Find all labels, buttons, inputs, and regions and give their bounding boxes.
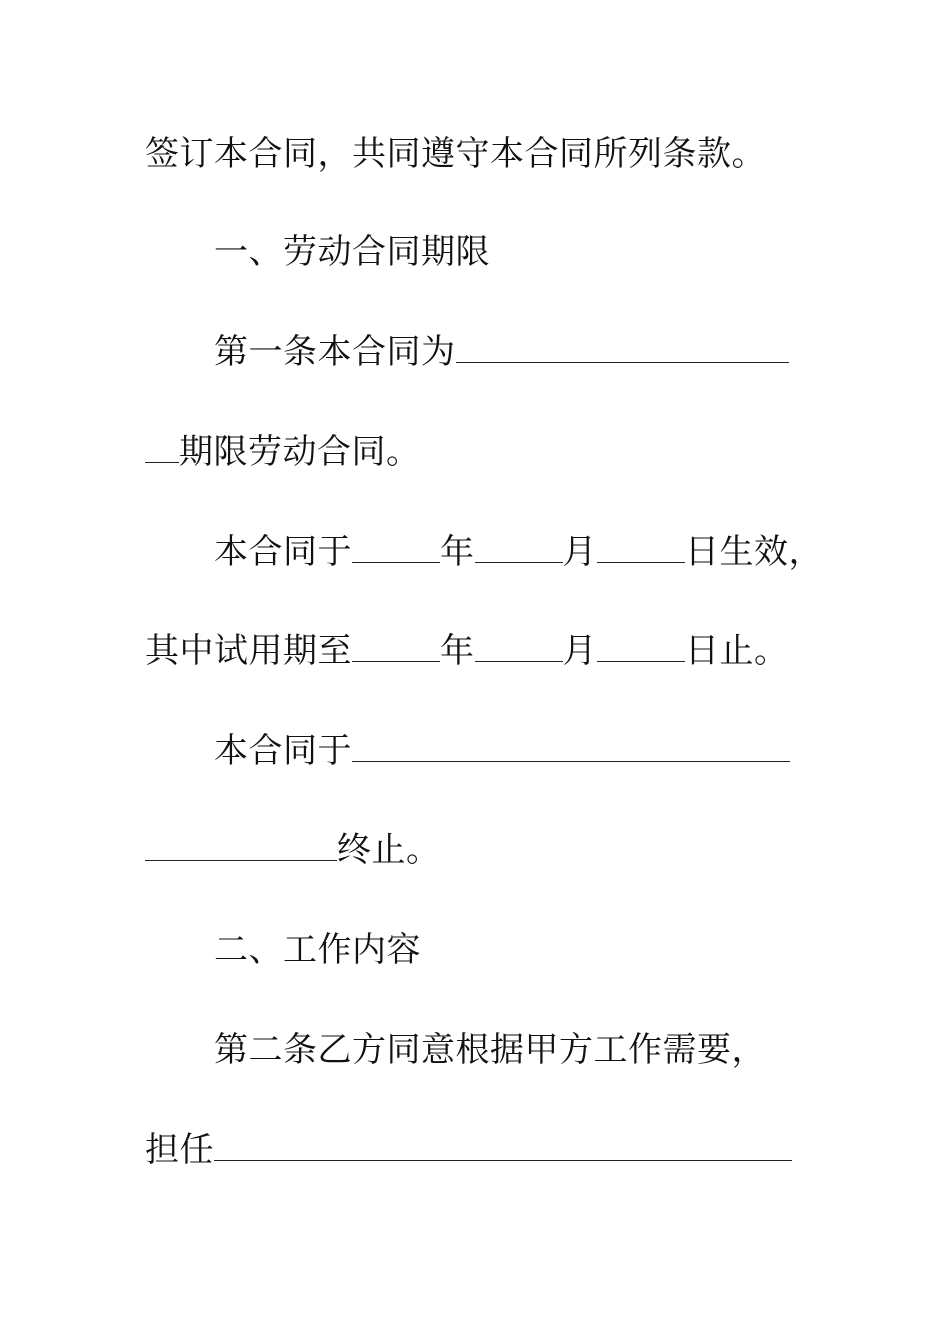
article-two-line: [214, 1030, 766, 1070]
termination-prefix: 本合同于: [214, 731, 352, 771]
termination-date-blank-continued: [145, 832, 337, 861]
year-label: 年: [440, 532, 475, 572]
termination-line: [214, 731, 790, 771]
termination-suffix: 终止。: [337, 830, 441, 870]
position-blank: [214, 1132, 792, 1161]
section-heading-contract-term: [214, 232, 490, 272]
article-one-suffix: 期限劳动合同。: [179, 432, 421, 472]
contract-type-blank-continued: [145, 434, 179, 463]
month-label: 月: [562, 532, 597, 572]
probation-suffix: 日止。: [685, 631, 789, 671]
month-label: 月: [562, 631, 597, 671]
section-heading-job-content: [214, 930, 421, 970]
effective-prefix: 本合同于: [214, 532, 352, 572]
article-two-text: 第二条乙方同意根据甲方工作需要，: [214, 1030, 766, 1070]
probation-date-line: [145, 631, 789, 671]
probation-year-blank: [352, 633, 440, 662]
probation-prefix: 其中试用期至: [145, 631, 352, 671]
year-label: 年: [440, 631, 475, 671]
paragraph-contract-signing: [145, 134, 766, 174]
article-one-prefix: 第一条本合同为: [214, 332, 456, 372]
probation-month-blank: [475, 633, 563, 662]
article-one-continuation: [145, 432, 421, 472]
effective-month-blank: [475, 534, 563, 563]
effective-day-blank: [597, 534, 685, 563]
termination-continuation: [145, 830, 441, 870]
position-prefix: 担任: [145, 1130, 214, 1170]
effective-suffix: 日生效，: [685, 532, 823, 572]
paragraph-text: 签订本合同，共同遵守本合同所列条款。: [145, 134, 766, 174]
article-one-line: [214, 332, 789, 372]
position-line: [145, 1130, 792, 1170]
termination-date-blank: [352, 733, 790, 762]
section-heading-text: 二、工作内容: [214, 930, 421, 970]
effective-year-blank: [352, 534, 440, 563]
contract-type-blank: [456, 334, 789, 363]
probation-day-blank: [597, 633, 685, 662]
section-heading-text: 一、劳动合同期限: [214, 232, 490, 272]
effective-date-line: [214, 532, 823, 572]
